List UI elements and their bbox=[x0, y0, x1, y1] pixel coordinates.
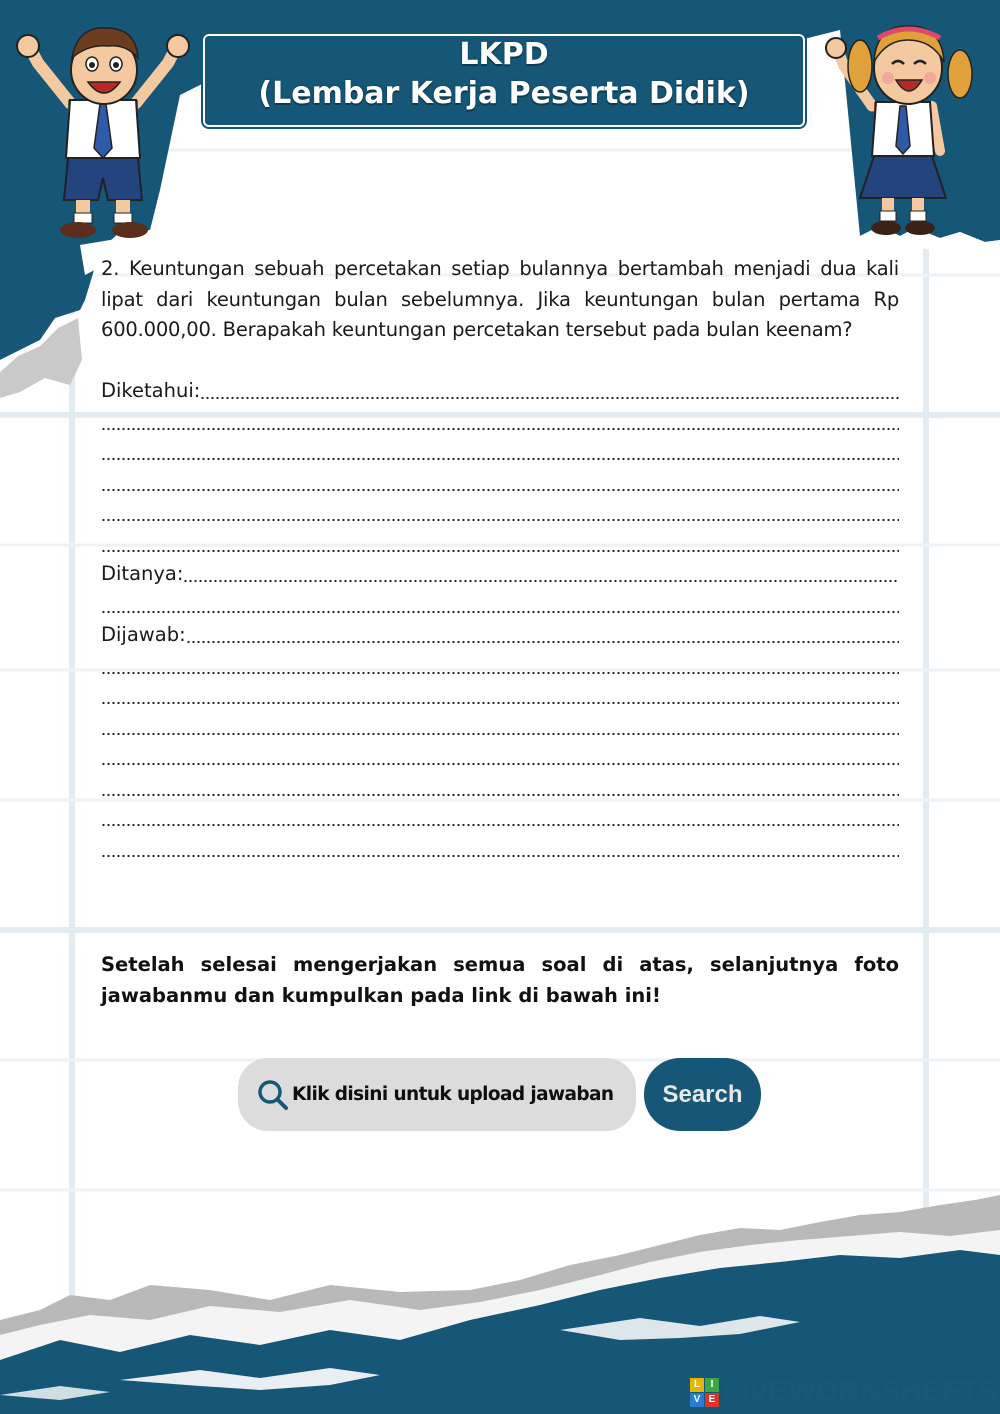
title-full: (Lembar Kerja Peserta Didik) bbox=[258, 76, 750, 111]
dotted-blank bbox=[101, 838, 899, 858]
dotted-blank bbox=[101, 685, 899, 705]
submission-instruction: Setelah selesai mengerjakan semua soal di atas, selanjutnya foto jawabanmu dan kumpulkan pada link di bawah ini! bbox=[101, 953, 899, 1007]
answer-line[interactable] bbox=[101, 589, 899, 620]
answer-label: Dijawab: bbox=[101, 622, 186, 646]
question-text: 2. Keuntungan sebuah percetakan setiap bulannya bertambah menjadi dua kali lipat dari keuntungan bulan sebelumnya. Jika keuntungan bulan pertama Rp 600.000,00. Berapakah keuntungan percetakan tersebut pada bulan keenam? bbox=[101, 257, 899, 341]
dotted-blank bbox=[101, 502, 899, 522]
answer-line[interactable] bbox=[101, 467, 899, 498]
dotted-blank bbox=[186, 624, 899, 644]
asked-line[interactable] bbox=[101, 559, 899, 590]
known-line[interactable] bbox=[101, 376, 899, 407]
search-icon bbox=[256, 1078, 290, 1112]
answer-area bbox=[101, 376, 899, 864]
solution-line[interactable] bbox=[101, 620, 899, 651]
dotted-blank bbox=[101, 777, 899, 797]
dotted-blank bbox=[101, 533, 899, 553]
worksheet-content bbox=[101, 254, 899, 864]
liveworksheets-logo bbox=[690, 1372, 998, 1412]
answer-line[interactable] bbox=[101, 437, 899, 468]
dotted-blank bbox=[101, 807, 899, 827]
student-girl-illustration bbox=[822, 6, 982, 242]
dotted-blank bbox=[101, 746, 899, 766]
dotted-blank bbox=[101, 716, 899, 736]
logo-letter: L bbox=[690, 1378, 704, 1392]
asked-label: Ditanya: bbox=[101, 561, 184, 585]
upload-answer-link[interactable] bbox=[238, 1058, 636, 1131]
dotted-blank bbox=[101, 411, 899, 431]
search-button[interactable]: Search bbox=[644, 1058, 761, 1131]
dotted-blank bbox=[200, 380, 899, 400]
answer-line[interactable] bbox=[101, 528, 899, 559]
worksheet-title-banner bbox=[203, 34, 805, 127]
answer-line[interactable] bbox=[101, 406, 899, 437]
dotted-blank bbox=[101, 472, 899, 492]
dotted-blank bbox=[101, 655, 899, 675]
dotted-blank bbox=[101, 441, 899, 461]
logo-letter: I bbox=[705, 1378, 719, 1392]
answer-line[interactable] bbox=[101, 650, 899, 681]
answer-line[interactable] bbox=[101, 681, 899, 712]
logo-mark bbox=[690, 1378, 719, 1407]
answer-line[interactable] bbox=[101, 772, 899, 803]
dotted-blank bbox=[183, 563, 899, 583]
answer-line[interactable] bbox=[101, 803, 899, 834]
logo-letter: V bbox=[690, 1393, 704, 1407]
answer-line[interactable] bbox=[101, 498, 899, 529]
title-lkpd: LKPD bbox=[459, 37, 549, 72]
dotted-blank bbox=[101, 594, 899, 614]
known-label: Diketahui: bbox=[101, 378, 201, 402]
student-boy-illustration bbox=[8, 8, 198, 244]
logo-letter: E bbox=[705, 1393, 719, 1407]
answer-line[interactable] bbox=[101, 833, 899, 864]
logo-wordmark: LIVEWORKSHEETS bbox=[723, 1375, 998, 1408]
answer-line[interactable] bbox=[101, 742, 899, 773]
answer-line[interactable] bbox=[101, 711, 899, 742]
upload-link-label: Klik disini untuk upload jawaban bbox=[292, 1084, 614, 1105]
